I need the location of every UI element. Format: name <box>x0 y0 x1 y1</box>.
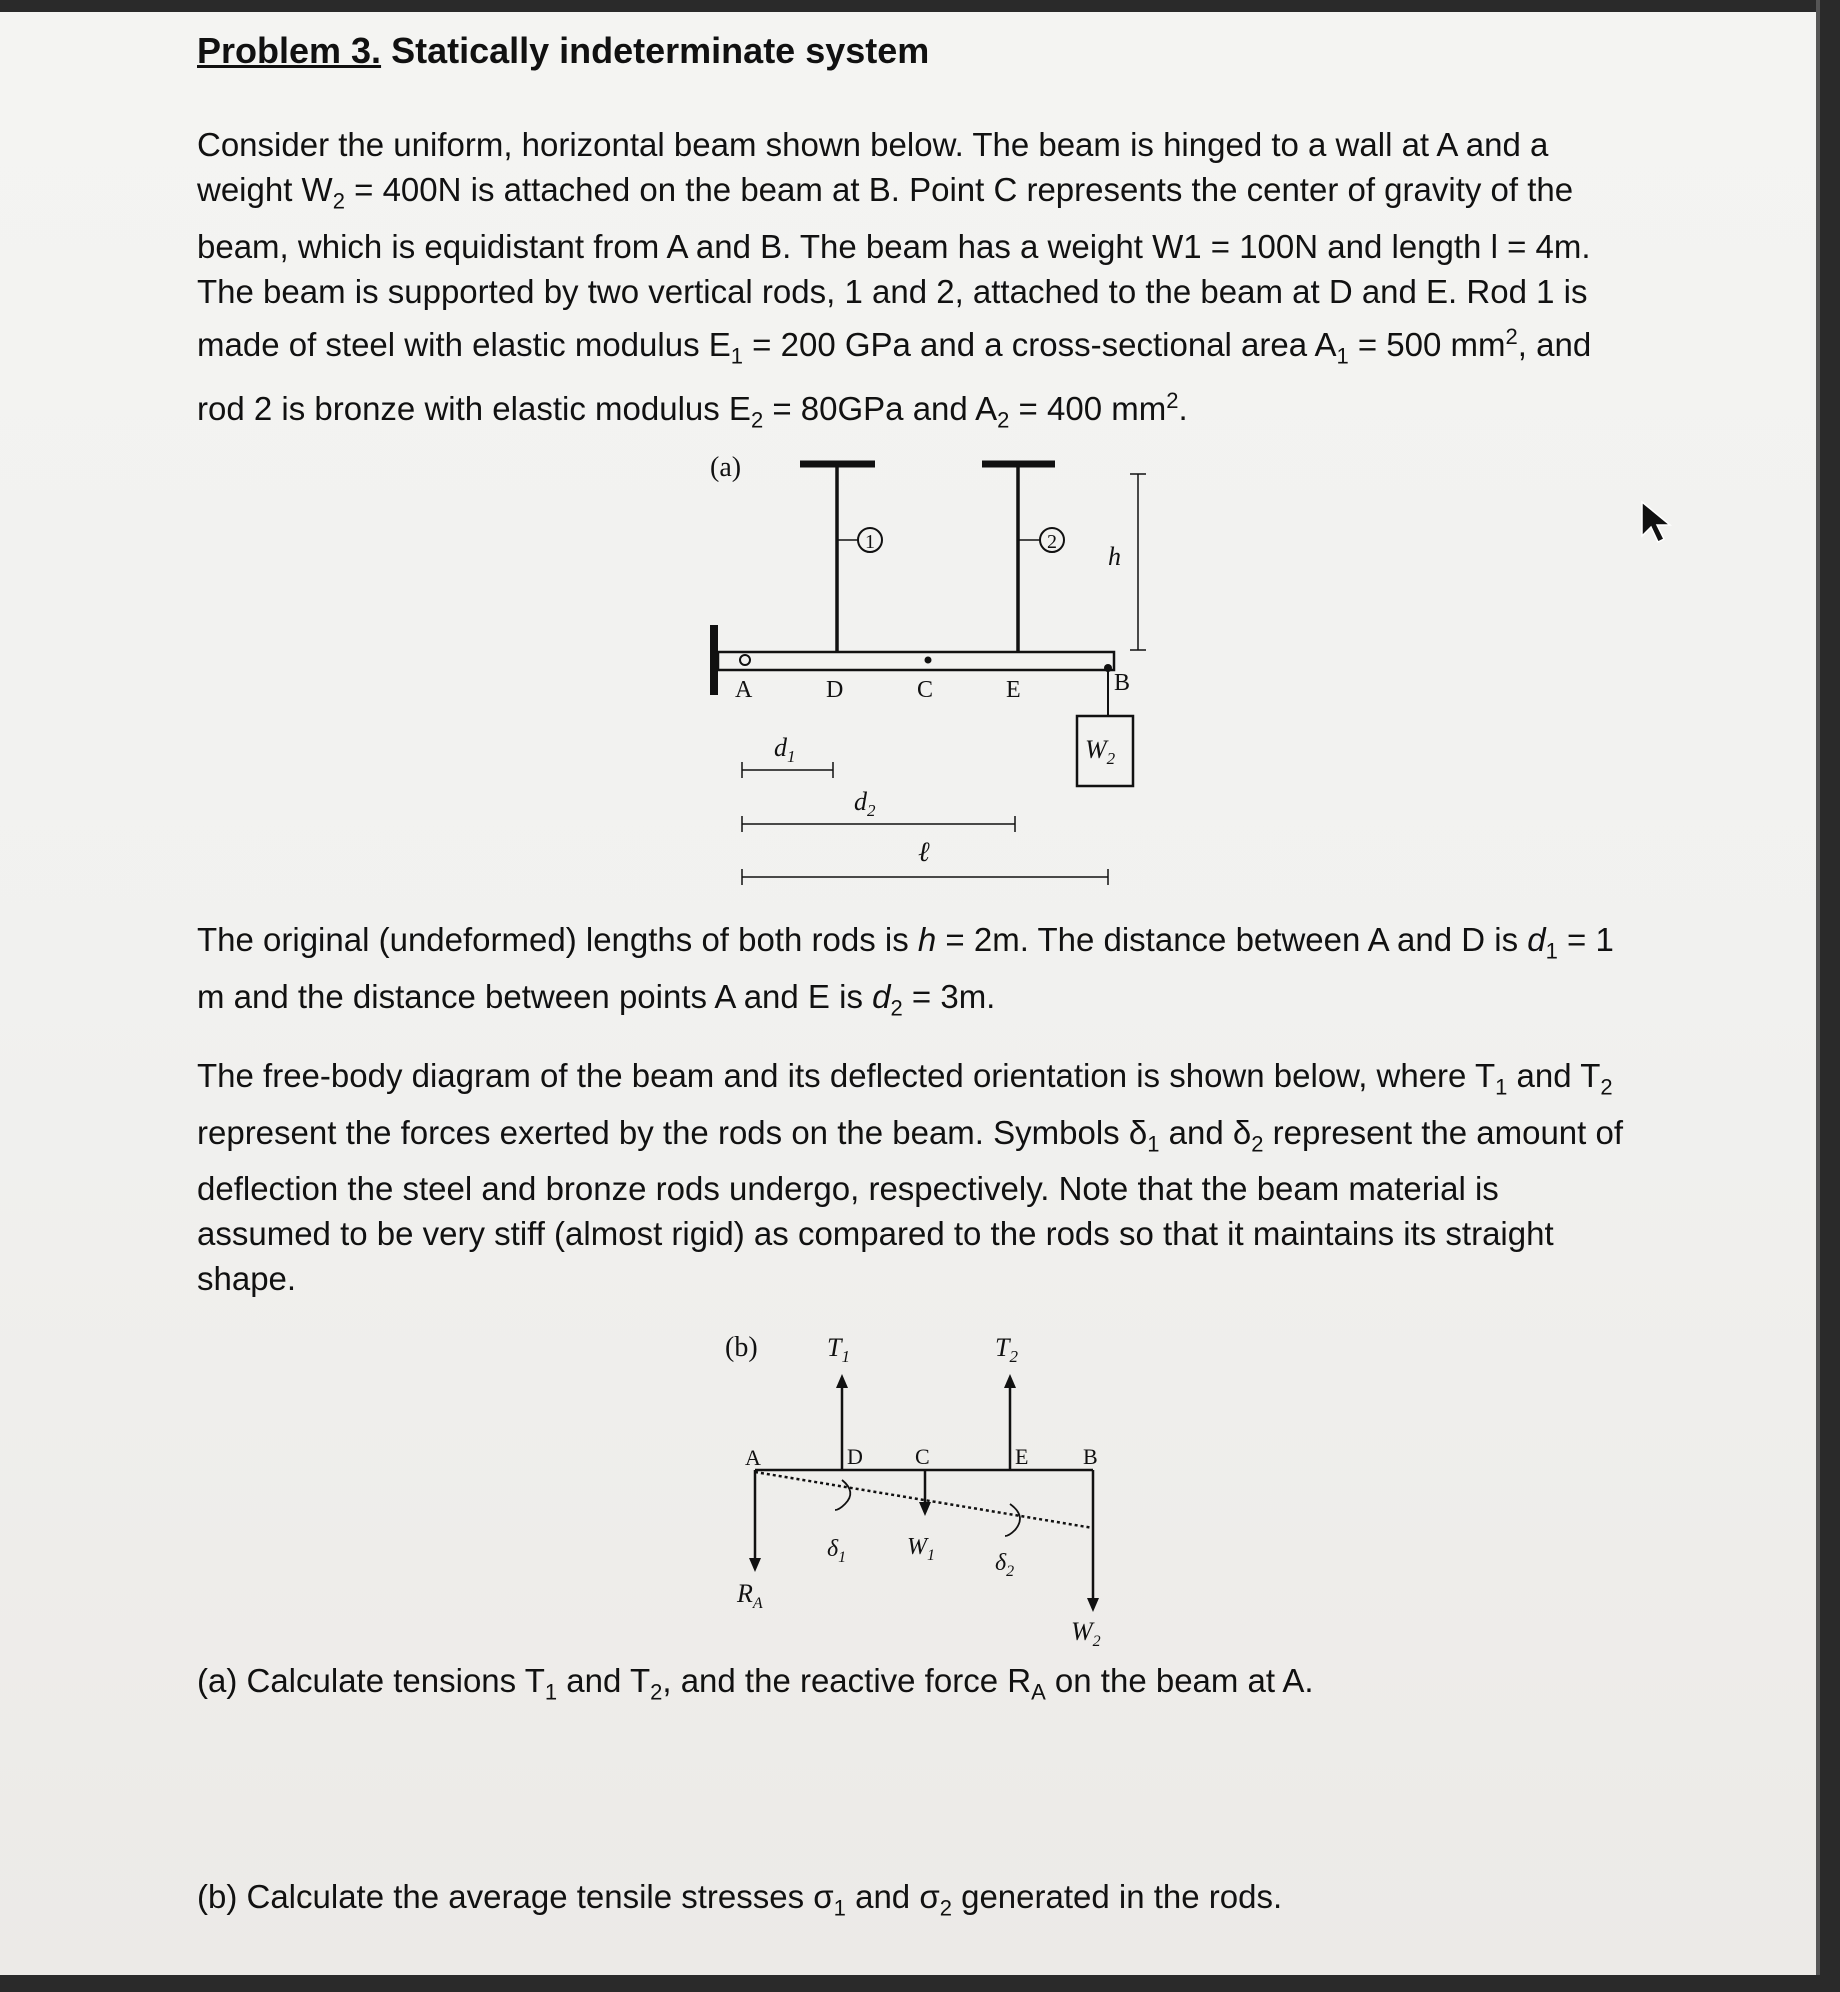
w2-arrowhead <box>1087 1598 1099 1612</box>
figure-a-tag: (a) <box>710 452 742 483</box>
question-b: (b) Calculate the average tensile stresses $\sigma_1$ and $\sigma_2$ generated in the rods. <box>197 1878 1283 1921</box>
label-b: B <box>1083 1444 1098 1469</box>
t2-arrowhead <box>1004 1374 1016 1388</box>
paragraph-free-body: The free-body diagram of the beam and its deflected orientation is shown below, where $T_1$ and $T_2$ represent the forces exerted by the rods on the beam. Symbols $\delta_1$ and $\delta_2$ represent the amount of deflection the steel and bronze rods undergo, respectively. Note that the beam material is assumed to be very stiff (almost rigid) as compared to the rods so that it maintains its straight shape. <box>197 1057 1624 1298</box>
label-d: D <box>847 1444 863 1469</box>
w1-label: $W_1$ <box>907 1534 935 1564</box>
title-prefix: Problem 3. <box>197 30 382 71</box>
label-e: E <box>1015 1444 1029 1469</box>
problem-title <box>197 30 929 72</box>
h-label: h <box>1108 542 1121 571</box>
label-c: C <box>915 1444 930 1469</box>
d1-label: $d_1$ <box>774 733 796 766</box>
delta2-label: $\delta_2$ <box>995 1550 1015 1580</box>
w2-label: $W_2$ <box>1071 1617 1101 1650</box>
figure-a-beam-diagram <box>690 440 1170 900</box>
title-rest: Statically indeterminate system <box>381 30 930 71</box>
mouse-pointer-icon <box>1640 500 1674 544</box>
hinge-a <box>740 655 750 665</box>
top-edge <box>0 0 1820 12</box>
d2-label: $d_2$ <box>854 787 876 820</box>
t1-arrowhead <box>836 1374 848 1388</box>
label-b: B <box>1114 670 1131 696</box>
w1-arrowhead <box>919 1502 931 1516</box>
t1-label: $T_1$ <box>827 1333 850 1366</box>
question-a: (a) Calculate tensions $T_1$ and $T_2$, and the reactive force $R_A$ on the beam at A. <box>197 1662 1314 1705</box>
label-a: A <box>735 677 753 703</box>
rod-2-label: 2 <box>1047 531 1057 553</box>
paragraph-rod-lengths: The original (undeformed) lengths of both rods is h = 2m. The distance between A and D is $d_1 = 1$ m and the distance between points A and E is $d_2 = 3m$. <box>197 921 1614 1021</box>
delta1-label: $\delta_1$ <box>827 1536 847 1566</box>
rod-1-label: 1 <box>865 531 875 553</box>
weight-w2-label: $W_2$ <box>1085 735 1116 768</box>
figure-b-tag: (b) <box>725 1332 758 1363</box>
paragraph-problem-statement: Consider the uniform, horizontal beam shown below. The beam is hinged to a wall at A and a weight $W_2 = 400N$ is attached on the beam at B. Point C represents the center of gravity of the beam, which is equidistant from A and B. The beam has a weight W1 = 100N and length l = 4m. The beam is supported by two vertical rods, 1 and 2, attached to the beam at D and E. Rod 1 is made of steel with elastic modulus $E_1 = 200$ GPa and a cross-sectional area $A_1 = 500$ $mm^2$, and rod 2 is bronze with elastic modulus $E_2 = 80GPa$ and $A_2 = 400$ $mm^2$. <box>197 126 1592 433</box>
beam <box>718 652 1114 670</box>
delta2-mark <box>1005 1504 1020 1536</box>
figure-b-free-body-diagram <box>715 1320 1115 1650</box>
delta1-mark <box>835 1480 850 1510</box>
label-a: A <box>745 1445 761 1470</box>
label-e: E <box>1006 677 1021 703</box>
label-c: C <box>917 677 934 703</box>
ra-arrowhead <box>749 1558 761 1572</box>
point-c-marker <box>925 657 932 664</box>
t2-label: $T_2$ <box>995 1333 1018 1366</box>
l-label: ℓ <box>918 837 930 868</box>
label-d: D <box>826 677 844 703</box>
ra-label: $R_A$ <box>737 1579 763 1612</box>
